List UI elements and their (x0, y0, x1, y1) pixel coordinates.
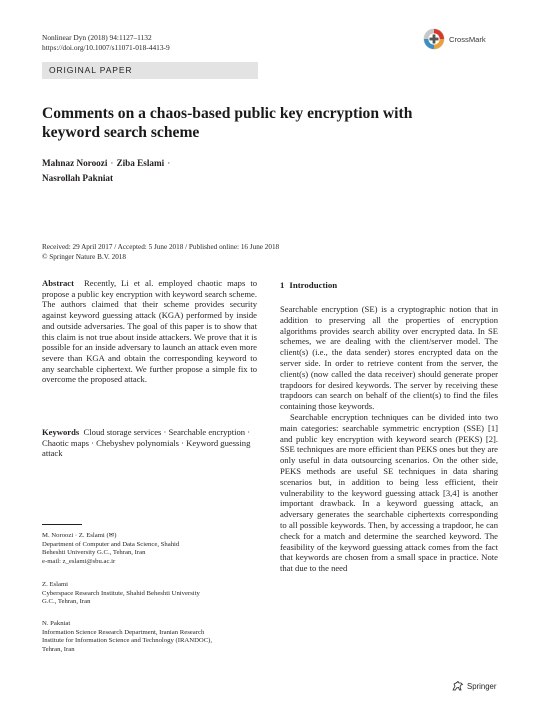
crossmark-badge[interactable] (423, 28, 503, 50)
springer-horse-icon (452, 681, 464, 691)
affiliation-block (42, 620, 262, 654)
author-list: Mahnaz Noroozi · Ziba Eslami · Nasrollah Pakniat (42, 158, 171, 183)
keywords (42, 427, 257, 459)
author-name[interactable]: Ziba Eslami (116, 158, 165, 168)
affiliation-block (42, 532, 262, 566)
author-name[interactable]: Nasrollah Pakniat (42, 172, 114, 183)
abstract-text: Recently, Li et al. employed chaotic maps to propose a public key encryption with keyword search scheme. The authors claimed that their scheme provides security against keyword guessing attack (KGA) performed by inside and outside adversaries. The goal of this paper is to show that this claim is not true about inside attackers. We prove that it is possible for an inside adversary to launch an attack even more severe than KGA and obtain the corresponding keyword to any searchable ciphertext. We further propose a simple fix to overcome the proposed attack. (42, 278, 258, 385)
affiliation-email[interactable]: e-mail: z_eslami@sbu.ac.ir (42, 557, 116, 565)
affiliation-line: Department of Computer and Data Science, Shahid (42, 540, 180, 548)
keywords-label: Keywords (42, 427, 80, 437)
affiliation-names: N. Pakniat (42, 620, 71, 627)
journal-reference: Nonlinear Dyn (2018) 94:1127–1132 (42, 33, 152, 42)
crossmark-label: CrossMark (449, 34, 486, 44)
section-heading (280, 280, 337, 290)
paragraph: Searchable encryption (SE) is a cryptographic notion that in addition to preserving all the properties of encryption algorithms provides search ability over encrypted data. In SE schemes, we are dealing with the client/server model. The client(s) (i.e., the data sender) stores encrypted data on the server side. In order to retrieve content from the server, the client(s) (now called the data receiver) should generate proper trapdoors for desired keywords. The server by receiving these trapdoors can search on behalf of the client(s) to find the files containing those keywords. (280, 304, 498, 412)
crossmark-icon (423, 28, 445, 50)
affiliation-line: G.C., Tehran, Iran (42, 598, 91, 606)
affiliation-line: Information Science Research Department, Iranian Research (42, 628, 205, 636)
article-type-label: ORIGINAL PAPER (49, 65, 133, 75)
paper-title: Comments on a chaos-based public key encryption with keyword search scheme (42, 105, 413, 141)
keywords-text: Cloud storage services · Searchable encryption · Chaotic maps · Chebyshev polynomials · Keyword guessing attack (42, 427, 251, 459)
publisher-name: Springer (467, 681, 497, 691)
introduction-body (280, 304, 498, 574)
doi-link[interactable]: https://doi.org/10.1007/s11071-018-4413-9 (42, 43, 170, 52)
section-number: 1 (280, 280, 285, 290)
affiliation-line: Beheshti University G.C., Tehran, Iran (42, 549, 146, 557)
copyright-notice: © Springer Nature B.V. 2018 (42, 253, 126, 261)
paragraph: Searchable encryption techniques can be divided into two main categories: searchable symmetric encryption (SSE) [1] and public key encryption with keyword search (PEKS) [2]. SSE techniques are more efficient than PEKS ones but they are only useful in data outsourcing scenarios. On the other side, PEKS methods are useful SE techniques in data sharing scenarios but, in addition to being less efficient, their vulnerability to the keyword guessing attack [3,4] is another important drawback. In a keyword guessing attack, an adversary generates the searchable ciphertexts corresponding to all possible keywords. Then, by accessing a trapdoor, he can check for a match and determine the searched keyword. The feasibility of the keyword guessing attack comes from the fact that keywords are chosen from a small space in practice. Note that due to the need (280, 411, 498, 574)
affiliation-line: Tehran, Iran (42, 645, 75, 653)
footnote-divider (42, 524, 82, 525)
abstract-label: Abstract (42, 278, 74, 288)
article-type-banner (42, 62, 258, 79)
abstract (42, 278, 257, 385)
author-name[interactable]: Mahnaz Noroozi (42, 158, 108, 168)
affiliation-names: M. Noroozi · Z. Eslami (✉) (42, 532, 117, 539)
affiliation-line: Institute for Information Science and Technology (IRANDOC), (42, 637, 213, 645)
affiliation-line: Cyberspace Research Institute, Shahid Beheshti University (42, 589, 200, 597)
affiliation-names: Z. Eslami (42, 581, 69, 588)
affiliation-block (42, 581, 262, 607)
publication-dates: Received: 29 April 2017 / Accepted: 5 June 2018 / Published online: 16 June 2018 (42, 243, 280, 251)
publisher-logo (452, 681, 496, 691)
section-title: Introduction (289, 280, 338, 290)
